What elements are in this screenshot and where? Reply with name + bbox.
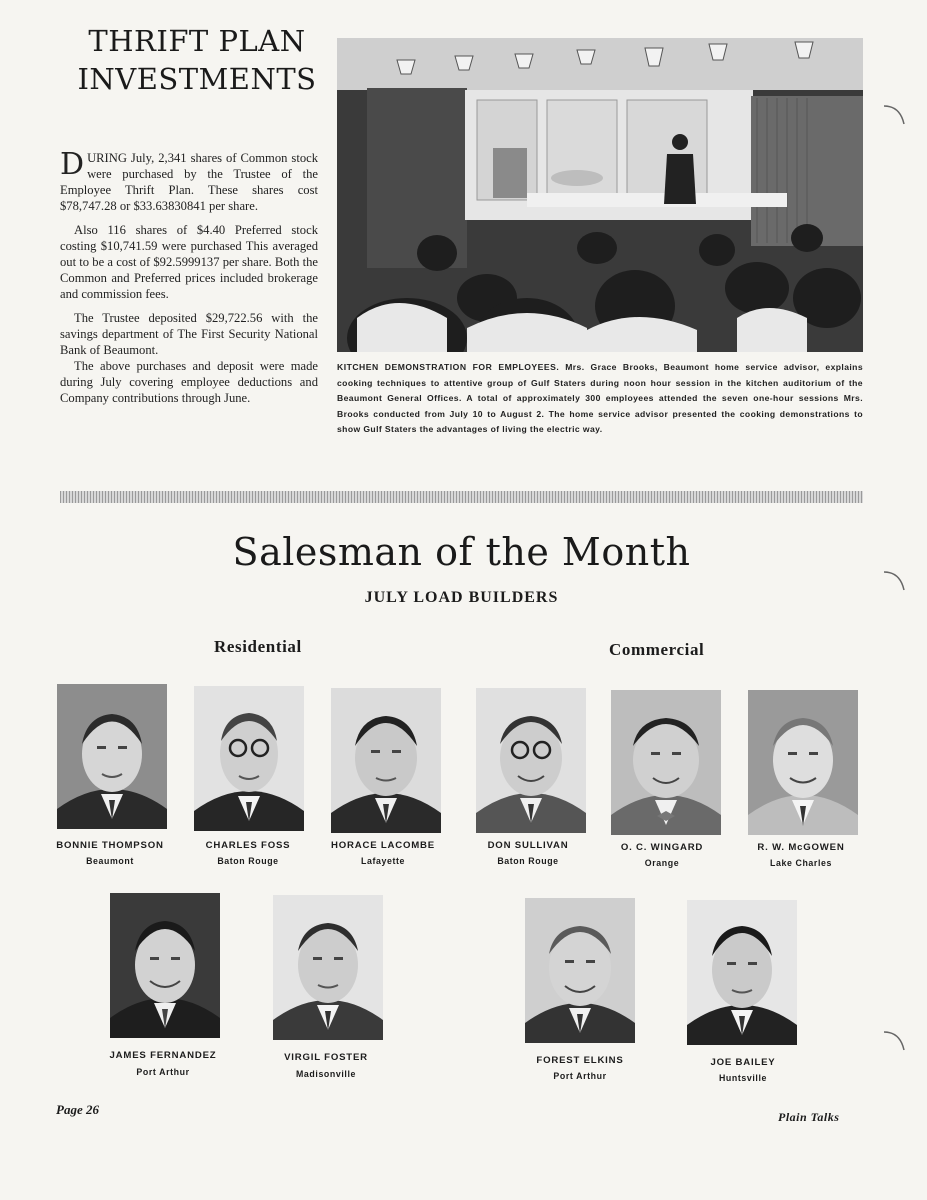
salesman-name: CHARLES FOSS bbox=[205, 840, 291, 851]
kitchen-demonstration-photo bbox=[337, 38, 863, 352]
publication-name: Plain Talks bbox=[778, 1110, 840, 1124]
salesman-name: JOE BAILEY bbox=[710, 1057, 776, 1068]
salesman-name: DON SULLIVAN bbox=[487, 840, 569, 851]
salesman-name: FOREST ELKINS bbox=[536, 1055, 624, 1066]
article-paragraph: The above purchases and deposit were made during July covering employee deductions and Company contributions through June. bbox=[60, 359, 318, 405]
portrait-photo bbox=[331, 688, 441, 833]
salesman-city: Baton Rouge bbox=[497, 856, 559, 866]
portrait-photo bbox=[476, 688, 586, 833]
page-number: Page 26 bbox=[56, 1102, 99, 1117]
salesman-name: BONNIE THOMPSON bbox=[56, 840, 164, 851]
portrait-photo bbox=[110, 893, 220, 1038]
caption-body: Mrs. Grace Brooks, Beaumont home service advisor, explains cooking techniques to attentive group of Gulf Staters during noon hour session in the kitchen auditorium of the Beaumont General Offices. A total of approximately 300 employees attended the seven one-hour sessions Mrs. Brooks conducted from July 10 to August 2. The home service advisor presented the cooking demonstrations to show Gulf Staters the advantages of living the electric way. bbox=[337, 362, 864, 435]
salesman-city: Lafayette bbox=[360, 856, 406, 866]
article-paragraph: The Trustee deposited $29,722.56 with the savings department of The First Security National Bank of Beaumont. bbox=[60, 311, 318, 357]
commercial-label: Commercial bbox=[609, 640, 705, 659]
section-divider bbox=[60, 491, 863, 503]
salesman-name: R. W. McGOWEN bbox=[757, 842, 845, 853]
article-paragraph: Also 116 shares of $4.40 Preferred stock costing $10,741.59 were purchased This averaged out to be a cost of $92.5999137 per share. Both the Common and Preferred prices included brokerage and commission fees. bbox=[60, 223, 318, 301]
portrait-photo bbox=[748, 690, 858, 835]
photo-caption bbox=[337, 360, 863, 438]
article-paragraph: DURING July, 2,341 shares of Common stock were purchased by the Trustee of the Employee Thrift Plan. These shares cost $78,747.28 or $33.63830841 per share. bbox=[60, 147, 318, 213]
salesman-city: Orange bbox=[644, 858, 680, 868]
drop-cap: D bbox=[60, 147, 85, 182]
salesman-name: VIRGIL FOSTER bbox=[284, 1052, 368, 1063]
salesman-city: Baton Rouge bbox=[217, 856, 279, 866]
salesman-city: Port Arthur bbox=[136, 1067, 190, 1077]
salesman-city: Port Arthur bbox=[553, 1071, 607, 1081]
salesman-name: JAMES FERNANDEZ bbox=[109, 1050, 217, 1061]
punch-hole-mark bbox=[880, 566, 908, 594]
portrait-photo bbox=[194, 686, 304, 831]
portrait-photo bbox=[611, 690, 721, 835]
salesman-section-kicker: JULY LOAD BUILDERS bbox=[364, 589, 559, 606]
salesman-section-title: Salesman of the Month bbox=[232, 530, 691, 574]
portrait-photo bbox=[273, 895, 383, 1040]
salesman-name: O. C. WINGARD bbox=[620, 842, 704, 853]
article-body bbox=[60, 147, 318, 414]
portrait-photo bbox=[57, 684, 167, 829]
salesman-name: HORACE LACOMBE bbox=[331, 840, 435, 851]
punch-hole-mark bbox=[880, 100, 908, 128]
portrait-photo bbox=[687, 900, 797, 1045]
salesman-city: Beaumont bbox=[86, 856, 134, 866]
portrait-photo bbox=[525, 898, 635, 1043]
article-title: THRIFT PLAN INVESTMENTS bbox=[77, 24, 317, 96]
salesman-city: Huntsville bbox=[718, 1073, 768, 1083]
salesman-city: Madisonville bbox=[296, 1069, 356, 1079]
residential-label: Residential bbox=[214, 637, 302, 656]
salesman-city: Lake Charles bbox=[770, 858, 832, 868]
punch-hole-mark bbox=[880, 1026, 908, 1054]
caption-headline: KITCHEN DEMONSTRATION FOR EMPLOYEES. bbox=[337, 362, 560, 372]
